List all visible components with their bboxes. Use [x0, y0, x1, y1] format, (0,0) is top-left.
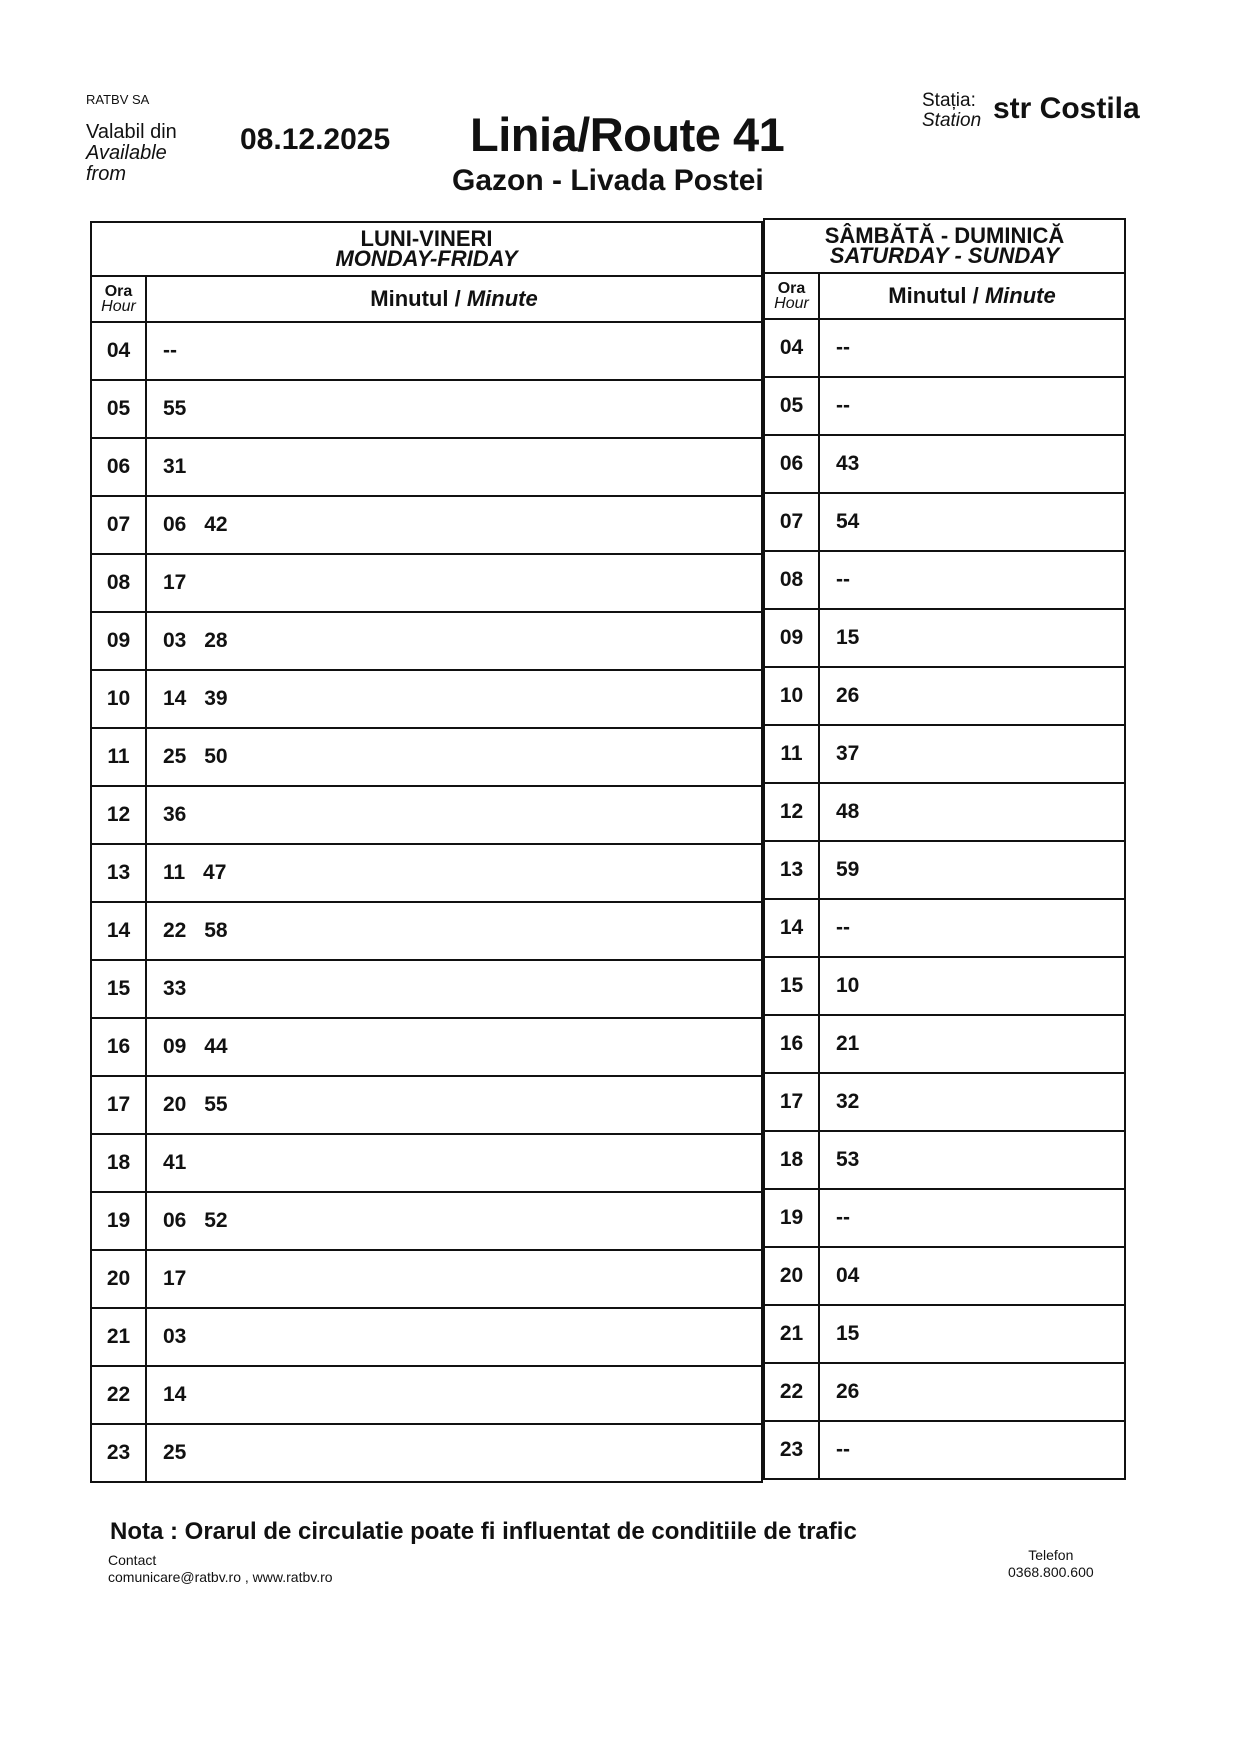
- weekend-row-hour: 07: [764, 493, 819, 551]
- weekday-row-hour: 14: [91, 902, 146, 960]
- weekend-row-minutes: 15: [819, 609, 1125, 667]
- weekend-row-hour: 09: [764, 609, 819, 667]
- weekend-row: [764, 1131, 1125, 1189]
- station-name: str Costila: [993, 92, 1140, 125]
- weekend-row: [764, 1073, 1125, 1131]
- weekday-row-hour: 22: [91, 1366, 146, 1424]
- route-endpoints: Gazon - Livada Postei: [452, 164, 764, 197]
- weekend-row-minutes: 59: [819, 841, 1125, 899]
- weekday-row: [91, 380, 762, 438]
- weekday-title-en: MONDAY-FRIDAY: [335, 246, 518, 271]
- weekend-row-hour: 19: [764, 1189, 819, 1247]
- phone-value: 0368.800.600: [1008, 1564, 1094, 1580]
- weekend-row-minutes: 32: [819, 1073, 1125, 1131]
- weekend-row: [764, 957, 1125, 1015]
- weekday-row: [91, 554, 762, 612]
- weekend-row-hour: 08: [764, 551, 819, 609]
- weekend-row-minutes: 48: [819, 783, 1125, 841]
- weekday-row-minutes: 41: [146, 1134, 762, 1192]
- weekend-row: [764, 551, 1125, 609]
- weekday-row: [91, 1192, 762, 1250]
- weekend-row: [764, 667, 1125, 725]
- weekend-row-minutes: 53: [819, 1131, 1125, 1189]
- weekend-minute-label-ro: Minutul /: [888, 283, 985, 308]
- weekend-timetable: [763, 218, 1126, 1480]
- weekend-row-minutes: --: [819, 377, 1125, 435]
- weekend-row-minutes: --: [819, 319, 1125, 377]
- weekday-hour-label-en: Hour: [101, 298, 136, 315]
- weekday-row: [91, 1366, 762, 1424]
- station-label: [922, 91, 981, 131]
- phone-block: [1008, 1547, 1094, 1581]
- weekend-row-hour: 05: [764, 377, 819, 435]
- weekday-row-hour: 23: [91, 1424, 146, 1482]
- weekday-row: [91, 1134, 762, 1192]
- weekend-row-hour: 13: [764, 841, 819, 899]
- weekend-row: [764, 609, 1125, 667]
- weekend-title-en: SATURDAY - SUNDAY: [829, 243, 1060, 268]
- weekend-minute-header: [819, 273, 1125, 319]
- weekday-row-hour: 08: [91, 554, 146, 612]
- weekend-row: [764, 1421, 1125, 1479]
- weekend-row-hour: 23: [764, 1421, 819, 1479]
- weekday-row: [91, 844, 762, 902]
- weekday-row-hour: 15: [91, 960, 146, 1018]
- weekend-row-hour: 17: [764, 1073, 819, 1131]
- weekend-row-hour: 06: [764, 435, 819, 493]
- company-name: RATBV SA: [86, 92, 150, 107]
- weekend-row: [764, 1363, 1125, 1421]
- weekday-row: [91, 438, 762, 496]
- weekend-row-minutes: --: [819, 1421, 1125, 1479]
- weekday-row: [91, 902, 762, 960]
- weekday-title-ro: LUNI-VINERI: [360, 226, 493, 251]
- valid-from-label-ro: Valabil din: [86, 121, 177, 143]
- weekday-row: [91, 1250, 762, 1308]
- weekend-hour-header: [764, 273, 819, 319]
- weekday-row-minutes: 36: [146, 786, 762, 844]
- weekday-row-minutes: 17: [146, 1250, 762, 1308]
- weekday-row: [91, 786, 762, 844]
- weekend-row-hour: 15: [764, 957, 819, 1015]
- weekend-rows: [764, 319, 1125, 1479]
- weekday-row-hour: 07: [91, 496, 146, 554]
- weekday-row-hour: 05: [91, 380, 146, 438]
- weekday-row-hour: 19: [91, 1192, 146, 1250]
- weekend-row-minutes: 43: [819, 435, 1125, 493]
- contact-value: comunicare@ratbv.ro , www.ratbv.ro: [108, 1569, 333, 1585]
- weekday-header: [91, 222, 762, 276]
- weekday-row-hour: 13: [91, 844, 146, 902]
- weekday-row-hour: 16: [91, 1018, 146, 1076]
- weekday-row: [91, 612, 762, 670]
- weekend-row-hour: 16: [764, 1015, 819, 1073]
- weekend-minute-label-en: Minute: [984, 283, 1056, 308]
- weekday-row: [91, 728, 762, 786]
- weekend-row: [764, 493, 1125, 551]
- weekend-row-hour: 12: [764, 783, 819, 841]
- weekend-row-minutes: --: [819, 1189, 1125, 1247]
- weekend-row: [764, 783, 1125, 841]
- weekday-row: [91, 1076, 762, 1134]
- weekend-row-minutes: 26: [819, 1363, 1125, 1421]
- weekday-row-minutes: 11 47: [146, 844, 762, 902]
- weekday-minute-header: [146, 276, 762, 322]
- weekend-row: [764, 1015, 1125, 1073]
- weekday-row: [91, 670, 762, 728]
- weekend-row-minutes: 37: [819, 725, 1125, 783]
- weekend-row: [764, 319, 1125, 377]
- weekend-hour-label-ro: Ora: [777, 280, 806, 297]
- weekday-row-minutes: 25 50: [146, 728, 762, 786]
- valid-from-label: [86, 122, 177, 185]
- weekend-row-hour: 14: [764, 899, 819, 957]
- weekday-row-minutes: 06 52: [146, 1192, 762, 1250]
- weekday-row-hour: 09: [91, 612, 146, 670]
- phone-label: Telefon: [1028, 1547, 1074, 1563]
- weekday-row-hour: 11: [91, 728, 146, 786]
- weekday-row-hour: 06: [91, 438, 146, 496]
- weekday-row-minutes: 33: [146, 960, 762, 1018]
- weekend-row: [764, 1305, 1125, 1363]
- weekday-minute-label-ro: Minutul /: [370, 286, 467, 311]
- weekend-row-hour: 10: [764, 667, 819, 725]
- weekend-row-minutes: 26: [819, 667, 1125, 725]
- weekend-row-hour: 04: [764, 319, 819, 377]
- weekday-row-minutes: 14 39: [146, 670, 762, 728]
- weekday-row-minutes: --: [146, 322, 762, 380]
- weekday-row: [91, 322, 762, 380]
- weekday-row-minutes: 25: [146, 1424, 762, 1482]
- weekday-row-minutes: 17: [146, 554, 762, 612]
- weekday-row: [91, 1424, 762, 1482]
- weekday-row-minutes: 20 55: [146, 1076, 762, 1134]
- weekday-row: [91, 1018, 762, 1076]
- valid-from-label-en-1: Available: [86, 142, 167, 164]
- weekday-row-hour: 17: [91, 1076, 146, 1134]
- weekday-row-hour: 10: [91, 670, 146, 728]
- weekday-row: [91, 496, 762, 554]
- traffic-note: Nota : Orarul de circulatie poate fi influentat de conditiile de trafic: [110, 1518, 857, 1545]
- weekend-row: [764, 435, 1125, 493]
- weekday-row: [91, 960, 762, 1018]
- weekday-row-minutes: 03 28: [146, 612, 762, 670]
- route-title: Linia/Route 41: [470, 108, 785, 161]
- weekend-row-minutes: --: [819, 551, 1125, 609]
- weekday-hour-label-ro: Ora: [104, 283, 133, 300]
- valid-from-date: 08.12.2025: [240, 123, 391, 156]
- weekend-header: [764, 219, 1125, 273]
- weekday-row-hour: 04: [91, 322, 146, 380]
- weekday-timetable: [90, 221, 763, 1483]
- weekend-row-minutes: 21: [819, 1015, 1125, 1073]
- weekend-hour-label-en: Hour: [774, 295, 809, 312]
- weekday-row-hour: 20: [91, 1250, 146, 1308]
- station-label-ro: Stația:: [922, 90, 976, 111]
- weekday-row: [91, 1308, 762, 1366]
- weekday-hour-header: [91, 276, 146, 322]
- weekend-row-hour: 22: [764, 1363, 819, 1421]
- weekend-row-minutes: 54: [819, 493, 1125, 551]
- weekday-row-minutes: 31: [146, 438, 762, 496]
- weekend-row: [764, 1247, 1125, 1305]
- weekend-row: [764, 1189, 1125, 1247]
- weekend-row-minutes: --: [819, 899, 1125, 957]
- weekday-row-minutes: 09 44: [146, 1018, 762, 1076]
- weekday-row-minutes: 22 58: [146, 902, 762, 960]
- weekend-row-minutes: 15: [819, 1305, 1125, 1363]
- weekday-row-minutes: 55: [146, 380, 762, 438]
- weekend-row: [764, 899, 1125, 957]
- weekday-row-hour: 12: [91, 786, 146, 844]
- station-label-en: Station: [922, 110, 982, 131]
- contact-block: [108, 1552, 333, 1586]
- weekend-row-hour: 11: [764, 725, 819, 783]
- weekday-row-hour: 21: [91, 1308, 146, 1366]
- weekday-row-minutes: 14: [146, 1366, 762, 1424]
- contact-label: Contact: [108, 1552, 157, 1568]
- weekend-row-hour: 21: [764, 1305, 819, 1363]
- weekend-row: [764, 841, 1125, 899]
- weekend-row-minutes: 10: [819, 957, 1125, 1015]
- weekend-row-minutes: 04: [819, 1247, 1125, 1305]
- valid-from-label-en-2: from: [86, 163, 126, 185]
- weekday-row-minutes: 03: [146, 1308, 762, 1366]
- weekday-rows: [91, 322, 762, 1482]
- weekend-title-ro: SÂMBĂTĂ - DUMINICĂ: [824, 223, 1065, 248]
- weekend-row-hour: 20: [764, 1247, 819, 1305]
- weekend-row: [764, 377, 1125, 435]
- weekend-row: [764, 725, 1125, 783]
- weekend-row-hour: 18: [764, 1131, 819, 1189]
- weekday-row-minutes: 06 42: [146, 496, 762, 554]
- weekday-row-hour: 18: [91, 1134, 146, 1192]
- weekday-minute-label-en: Minute: [466, 286, 538, 311]
